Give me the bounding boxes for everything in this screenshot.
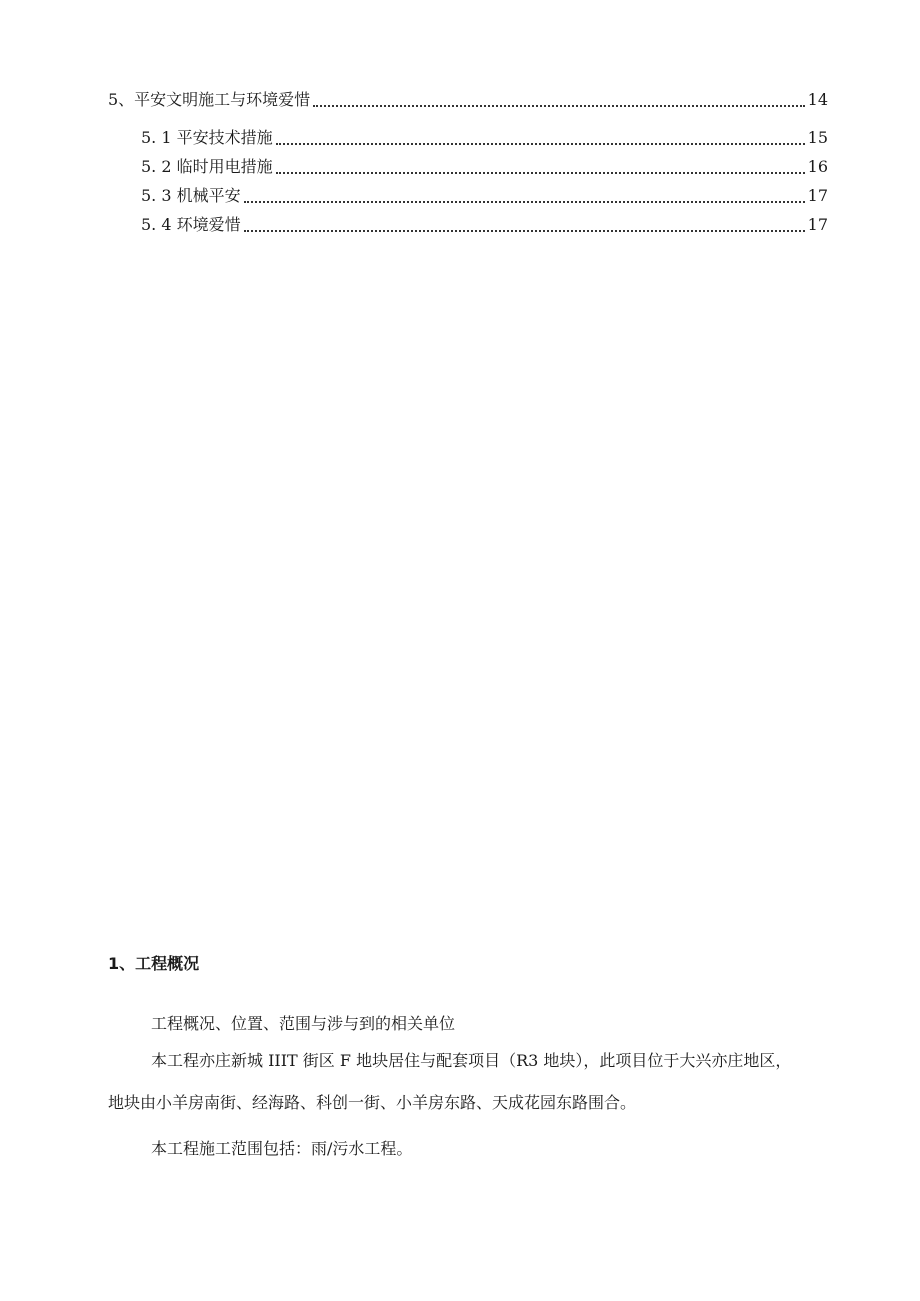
- toc-dot-leader: [313, 105, 804, 107]
- paragraph: 地块由小羊房南街、经海路、科创一街、小羊房东路、天成花园东路围合。: [108, 1093, 637, 1112]
- toc-entry-label: 5. 2 临时用电措施: [141, 157, 273, 176]
- toc-entry-label: 5. 3 机械平安: [141, 186, 241, 205]
- toc-entry-page: 17: [807, 186, 828, 205]
- toc-entry-page: 17: [807, 215, 828, 234]
- toc-dot-leader: [276, 172, 805, 174]
- toc-entry[interactable]: [141, 215, 828, 235]
- toc-entry-page: 16: [807, 157, 828, 176]
- toc-entry-page: 15: [807, 128, 828, 147]
- toc-entry[interactable]: [108, 90, 828, 110]
- toc-entry[interactable]: [141, 128, 828, 148]
- toc-entry-label: 5. 4 环境爱惜: [141, 215, 241, 234]
- toc-entry[interactable]: [141, 157, 828, 177]
- toc-entry[interactable]: [141, 186, 828, 206]
- toc-dot-leader: [244, 201, 805, 203]
- toc-entry-label: 5. 1 平安技术措施: [141, 128, 273, 147]
- toc-entry-label: 5、平安文明施工与环境爱惜: [108, 90, 311, 109]
- toc-dot-leader: [276, 143, 805, 145]
- toc-dot-leader: [244, 230, 805, 232]
- paragraph: 工程概况、位置、范围与涉与到的相关单位: [151, 1014, 456, 1033]
- toc-entry-page: 14: [807, 90, 828, 109]
- paragraph: 本工程施工范围包括：雨/污水工程。: [151, 1139, 413, 1158]
- section-heading: 1、工程概况: [108, 954, 200, 973]
- paragraph: 本工程亦庄新城 IIIT 街区 F 地块居住与配套项目（R3 地块），此项目位于大兴亦庄地区，: [151, 1051, 792, 1070]
